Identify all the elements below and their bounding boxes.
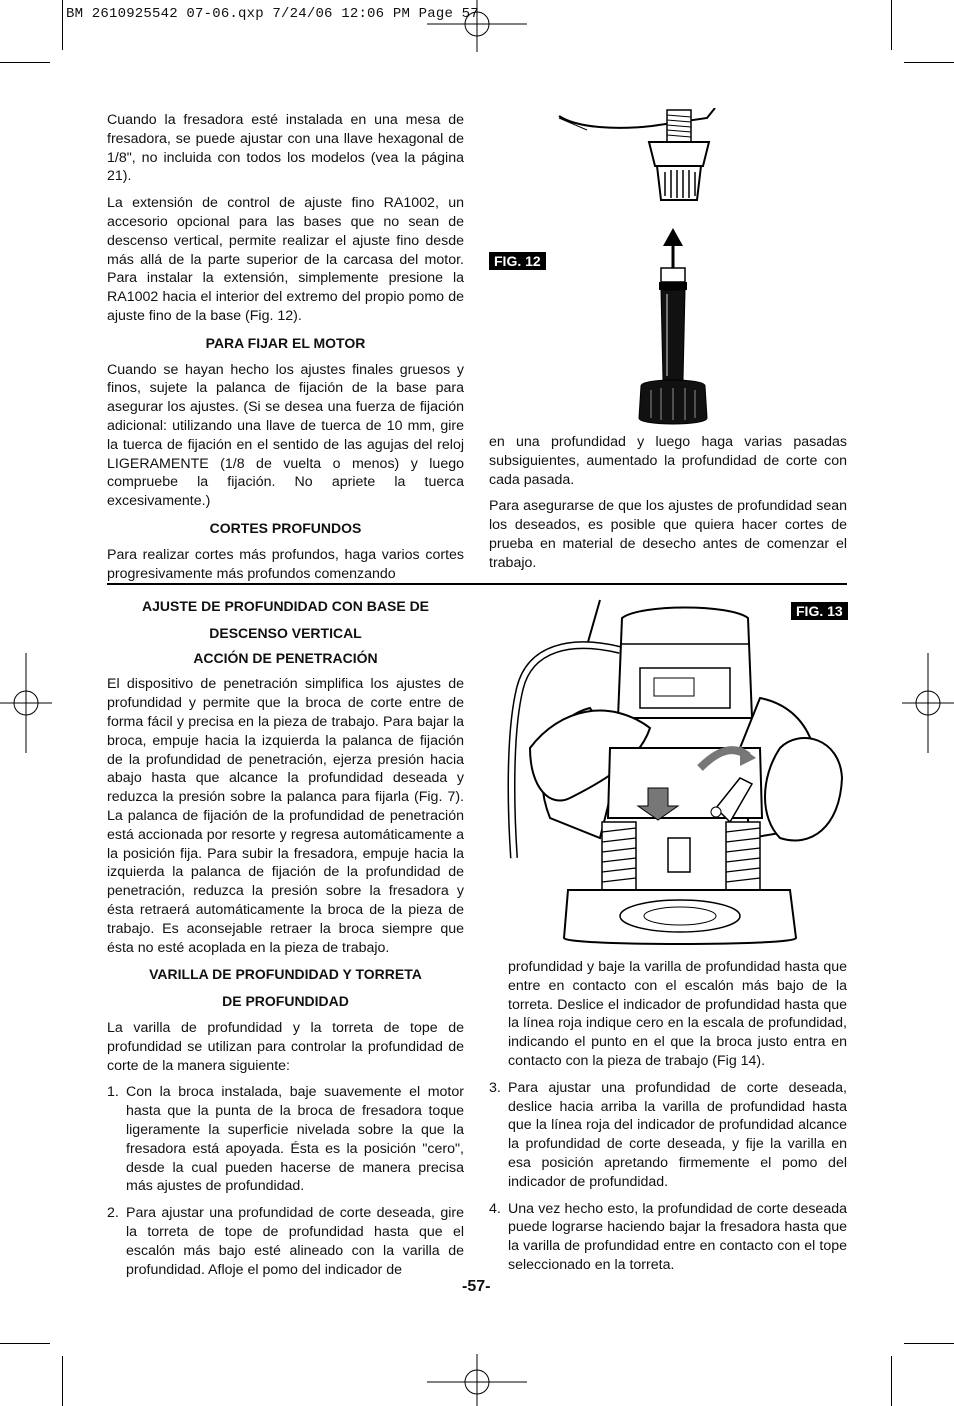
crop-mark [891,1356,892,1406]
list-text: Una vez hecho esto, la profundidad de corte deseada puede lograrse haciendo bajar la fresadora hasta que la varilla de profundidad entre en contacto con el tope seleccionado en la torreta. [508,1200,847,1273]
paragraph: Cuando la fresadora esté instalada en una mesa de fresadora, se puede ajustar con una llave hexagonal de 1/8", no incluida con todos los modelos (vea la página 21). [107,112,464,185]
list-text: Para ajustar una profundidad de corte deseada, deslice hacia arriba la varilla de profundidad hasta que la línea roja del indicador de profundidad alcance la profundidad de corte deseada, y fije la varilla en esa posición apretando firmemente el pomo del indicador de profundidad. [508,1079,847,1190]
crop-mark [904,62,954,63]
fig-13-label: FIG. 13 [791,602,848,620]
list-item [489,1079,847,1192]
paragraph: El dispositivo de penetración simplifica los ajustes de profundidad y permite que la broca de corte entre de forma fácil y precisa en la pieza de trabajo. Para bajar la broca, empuje hacia la izquierda la palanca de fijación de la profundidad de penetración, ejerza presión hacia abajo hasta que alcance la profundidad deseada y reduzca la presión sobre la palanca para fijarla (Fig. 7). La palanca de fijación de la profundidad de penetración está accionada por resorte y regresa automáticamente a la posición fija. Para subir la fresadora, empuje hacia la izquierda la palanca de fijación de la profundidad de penetración, reduzca la presión sobre la fresadora y ésta retraerá automáticamente la broca de la pieza de trabajo. Es aconsejable retraer la broca siempre que ésta no esté acoplada en la pieza de trabajo. [107,676,464,956]
crop-mark [0,1343,50,1344]
paragraph: La varilla de profundidad y la torreta de tope de profundidad se utilizan para controlar la profundidad de corte de la manera siguiente: [107,1019,464,1074]
crop-mark [904,1343,954,1344]
section-heading: AJUSTE DE PROFUNDIDAD CON BASE DE [141,598,430,614]
fig-12-label: FIG. 12 [489,252,546,270]
section-heading: CORTES PROFUNDOS [209,519,362,536]
list-number: 3. [489,1079,501,1096]
section-heading: DE PROFUNDIDAD [222,993,349,1010]
top-right-column [489,433,847,573]
paragraph: La extensión de control de ajuste fino RA1002, un accesorio opcional para las bases que no sean de descenso vertical, permite realizar el ajuste fino desde más allá de la parte superior de la carcasa del motor. Para instalar la extensión, simplemente presione la RA1002 hacia el interior del extremo del propio pomo de ajuste fino de la base (Fig. 12). [107,195,464,324]
crop-mark [0,62,50,63]
section-heading: PARA FIJAR EL MOTOR [205,334,366,351]
fig-13-illustration [490,598,850,954]
crop-mark [891,0,892,50]
paragraph: profundidad y baje la varilla de profundidad hasta que entre en contacto con el escalón más bajo de la torreta. Deslice el indicador de profundidad hasta que la línea roja indique cero en la escala de profundidad, indicando el punto en el que la broca justo entra en contacto con la pieza de trabajo (Fig 14). [508,959,847,1069]
list-text: Para ajustar una profundidad de corte deseada, gire la torreta de tope de profundidad hasta que el escalón más bajo esté alineado con la varilla de profundidad. Afloje el pomo del indicador de [126,1205,464,1278]
crop-mark [62,0,63,50]
list-item [107,1083,464,1196]
registration-mark-top [427,0,527,52]
bottom-left-column [107,597,464,1279]
section-divider [107,583,847,585]
print-slug: BM 2610925542 07-06.qxp 7/24/06 12:06 PM Page 57 [66,6,479,22]
section-heading: DESCENSO VERTICAL [209,624,362,641]
section-heading: ACCIÓN DE PENETRACIÓN [193,649,378,666]
list-number: 1. [107,1084,119,1101]
fig-12-illustration [557,108,717,430]
paragraph: Para asegurarse de que los ajustes de profundidad sean los deseados, es posible que quiera hacer cortes de prueba en material de desecho antes de comenzar el trabajo. [489,498,847,571]
registration-mark-right [902,653,954,753]
paragraph: Cuando se hayan hecho los ajustes finales gruesos y finos, sujete la palanca de fijación de la base para asegurar los ajustes. (Si se desea una fuerza de fijación adicional: utilizando una llave de tuerca de 10 mm, gire la tuerca de fijación en el sentido de las agujas del reloj LIGERAMENTE (1/8 de vuelta o menos) y luego compruebe la fijación. No apriete la tuerca excesivamente.) [107,361,464,510]
section-heading: VARILLA DE PROFUNDIDAD Y TORRETA [149,966,422,983]
list-item [107,1204,464,1279]
bottom-right-column [489,958,847,1275]
paragraph: en una profundidad y luego haga varias pasadas subsiguientes, aumentado la profundidad de corte con cada pasada. [489,434,847,488]
list-number: 2. [107,1205,119,1222]
list-item [489,1200,847,1275]
page-number: -57- [462,1278,491,1295]
list-text: Con la broca instalada, baje suavemente el motor hasta que la punta de la broca de fresadora toque ligeramente la superficie nivelada sobre la que la fresadora está apoyada. Ésta es la posición "cero", desde la cual pueden hacerse de manera precisa más ajustes de profundidad. [126,1084,464,1195]
registration-mark-bottom [427,1354,527,1406]
registration-mark-left [0,653,52,753]
top-left-column [107,111,464,583]
paragraph: Para realizar cortes más profundos, haga varios cortes progresivamente más profundos comenzando [107,546,464,582]
list-number: 4. [489,1200,501,1217]
crop-mark [62,1356,63,1406]
